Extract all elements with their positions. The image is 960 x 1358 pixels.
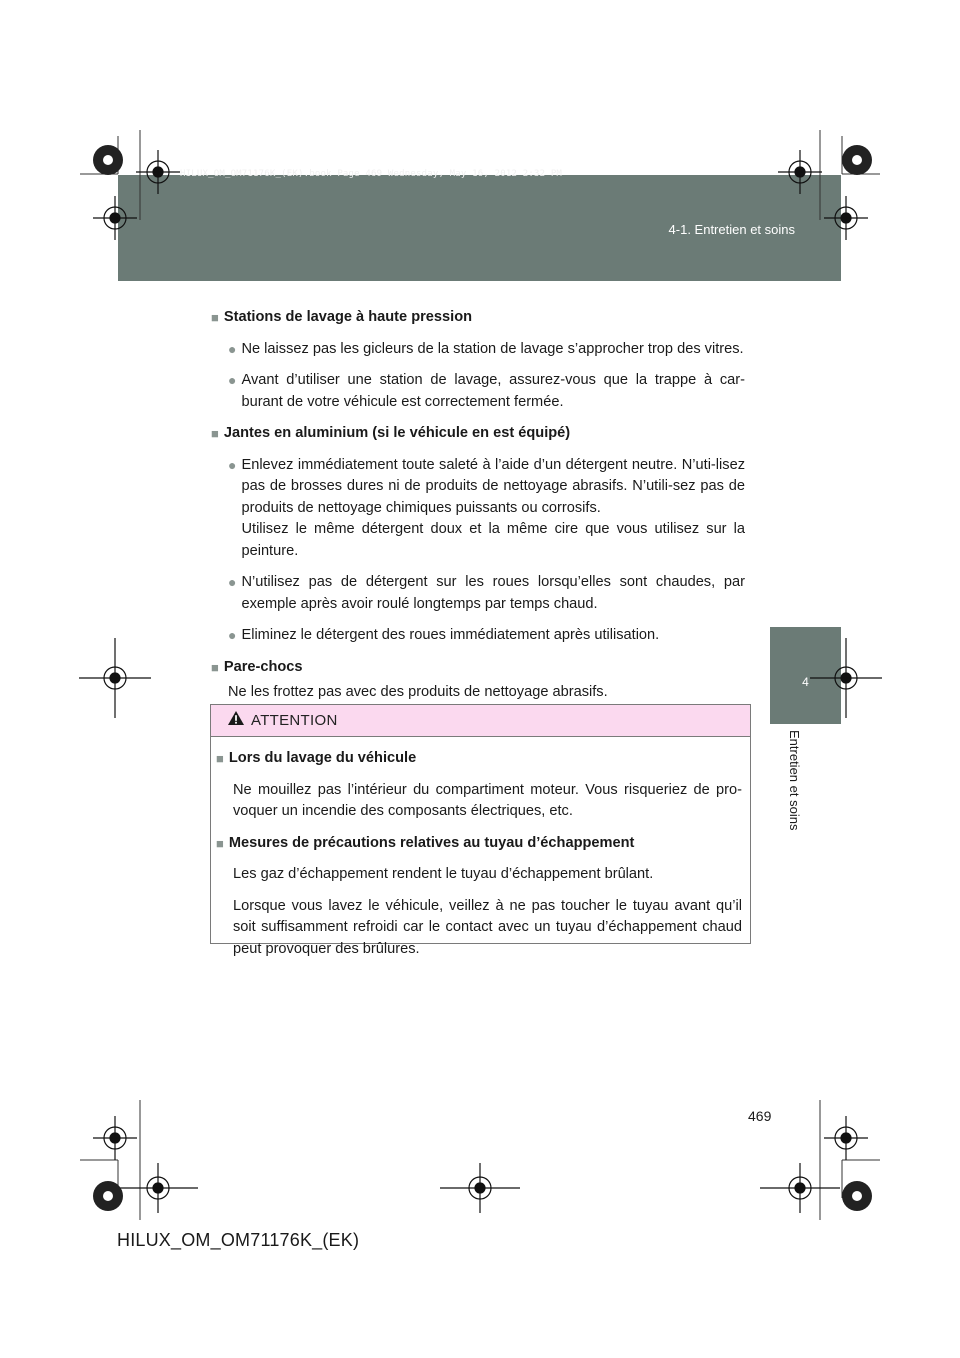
heading-text: Stations de lavage à haute pression (223, 309, 473, 325)
registration-mark-icon (79, 150, 882, 1213)
bullet-text: Utilisez le même détergent doux et la même cire que vous utilisez sur la peinture. (241, 521, 745, 559)
bullet-text: Enlevez immédiatement toute saleté à l’aide d’un détergent neutre. N’uti-lisez pas de brosses dures ni de produits de nettoyage abrasifs. N’utili-sez pas de produits de nettoyage chimiques puissants ou corrosifs. (241, 456, 745, 516)
circle-bullet-icon: ● (228, 627, 237, 643)
heading-text: Pare-chocs (223, 658, 303, 675)
square-bullet-icon: ■ (211, 426, 219, 441)
caution-paragraph: Les gaz d’échappement rendent le tuyau d’échappement brûlant. (233, 866, 654, 882)
chapter-number: 4 (802, 675, 809, 689)
circle-bullet-icon: ● (228, 574, 237, 590)
circle-bullet-icon: ● (228, 340, 237, 357)
footer-code: HILUX_OM_OM71176K_(EK) (117, 1230, 360, 1250)
starburst-target-icon (93, 145, 872, 1211)
heading-text: Jantes en aluminium (si le véhicule en est équipé) (223, 425, 571, 441)
heading-text: Mesures de précautions relatives au tuyau d’échappement (228, 834, 635, 851)
paragraph: Ne les frottez pas avec des produits de nettoyage abrasifs. (228, 684, 608, 700)
square-bullet-icon: ■ (211, 310, 219, 325)
bullet-text: Eliminez le détergent des roues immédiatement après utilisation. (241, 627, 660, 643)
square-bullet-icon: ■ (211, 659, 219, 675)
file-stamp: HILUX_OM_OM71176K_(EK).book Page 469 Wednesday, May 16, 2012 2:32 PM (180, 169, 563, 179)
caution-title: ATTENTION (251, 712, 338, 729)
circle-bullet-icon: ● (228, 372, 237, 388)
caution-paragraph: Ne mouillez pas l’intérieur du compartiment moteur. Vous risqueriez de pro-voquer un incendie des composants électriques, etc. (233, 781, 742, 819)
square-bullet-icon: ■ (216, 835, 224, 851)
square-bullet-icon: ■ (216, 751, 224, 766)
heading-text: Lors du lavage du véhicule (228, 750, 417, 766)
caution-paragraph: Lorsque vous lavez le véhicule, veillez à ne pas toucher le tuyau avant qu’il soit suffisamment refroidi car le contact avec un tuyau d’échappement chaud peut provoquer des brûlures. (233, 897, 742, 957)
section-title: 4-1. Entretien et soins (668, 222, 795, 237)
circle-bullet-icon: ● (228, 456, 237, 473)
bullet-text: Ne laissez pas les gicleurs de la station de lavage s’approcher trop des vitres. (241, 340, 744, 357)
bullet-text: Avant d’utiliser une station de lavage, assurez-vous que la trappe à car-burant de votre véhicule est correctement fermée. (241, 372, 745, 410)
chapter-label: Entretien et soins (787, 730, 802, 831)
bullet-text: N’utilisez pas de détergent sur les roues lorsqu’elles sont chaudes, par exemple après avoir roulé longtemps par temps chaud. (241, 574, 745, 612)
page-number: 469 (748, 1108, 772, 1124)
